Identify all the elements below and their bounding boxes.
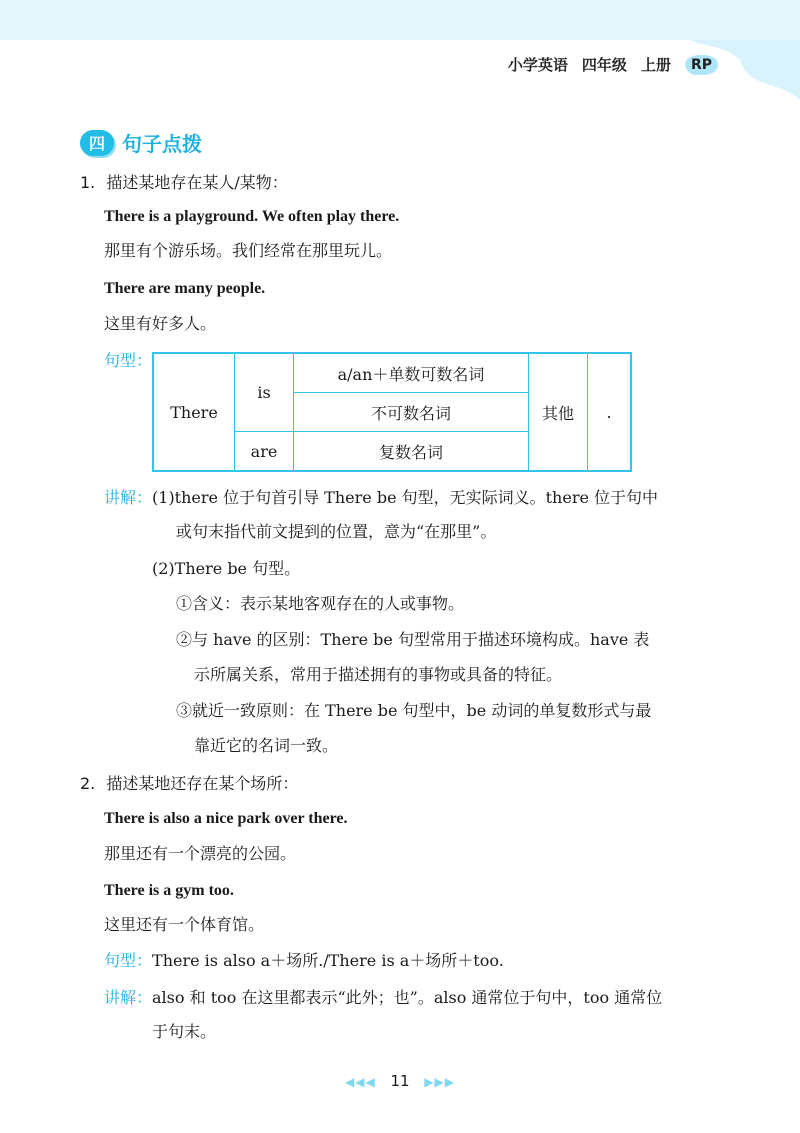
cell-there: There — [153, 353, 235, 471]
point2-example1-en: There is also a nice park over there. — [104, 810, 348, 827]
cell-other: 其他 — [529, 353, 588, 471]
right-arrows-icon: ▶▶▶ — [424, 1075, 456, 1089]
point2-example1-cn: 那里还有一个漂亮的公园。 — [104, 844, 297, 863]
cell-period: . — [588, 353, 632, 471]
cell-are: are — [235, 432, 294, 472]
page-number: 11 — [390, 1072, 410, 1090]
left-arrows-icon: ◀◀◀ — [344, 1075, 376, 1089]
point2-pattern: 句型：There is also a＋场所./There is a＋场所＋too. — [104, 951, 504, 970]
section-title: 句子点拨 — [122, 132, 202, 156]
volume-label: 上册 — [640, 56, 671, 74]
point1-explain-have-b: 示所属关系，常用于描述拥有的事物或具备的特征。 — [194, 665, 563, 684]
point1-explain-item2: (2)There be 句型。 — [152, 559, 301, 578]
point1-example2-en: There are many people. — [104, 280, 266, 297]
point1-example1-en: There is a playground. We often play there. — [104, 208, 400, 225]
section-number-badge: 四 — [80, 130, 114, 156]
section-heading — [80, 128, 202, 157]
page-header — [508, 54, 718, 75]
cell-uncountable-noun: 不可数名词 — [294, 393, 529, 432]
book-title: 小学英语 — [507, 56, 568, 74]
cell-plural-noun: 复数名词 — [294, 432, 529, 472]
point1-explain-meaning: ①含义：表示某地客观存在的人或事物。 — [176, 594, 465, 613]
point2-example2-en: There is a gym too. — [104, 882, 234, 899]
point1-explain-proximity-a: ③就近一致原则：在 There be 句型中，be 动词的单复数形式与最 — [176, 701, 652, 720]
point1-heading: 1. 描述某地存在某人/某物： — [80, 173, 288, 192]
point2-explain-line2: 于句末。 — [152, 1022, 217, 1041]
point1-explain-have-a: ②与 have 的区别：There be 句型常用于描述环境构成。have 表 — [176, 630, 650, 649]
point2-explain-line1: 讲解：also 和 too 在这里都表示“此外；也”。also 通常位于句中，too 通常位 — [104, 988, 663, 1007]
page-footer — [0, 1072, 800, 1090]
point2-example2-cn: 这里还有一个体育馆。 — [104, 915, 265, 934]
point1-example1-cn: 那里有个游乐场。我们经常在那里玩儿。 — [104, 241, 393, 260]
cell-is: is — [235, 353, 294, 432]
point1-explain-proximity-b: 靠近它的名词一致。 — [194, 736, 339, 755]
point2-heading: 2. 描述某地还存在某个场所： — [80, 774, 299, 793]
there-be-pattern-table — [152, 352, 632, 472]
edition-badge: RP — [685, 55, 718, 75]
point1-example2-cn: 这里有好多人。 — [104, 314, 217, 333]
grade-label: 四年级 — [581, 56, 627, 74]
point1-explain-line2: 或句末指代前文提到的位置，意为“在那里”。 — [176, 522, 497, 541]
point1-explain-line1: 讲解：(1)there 位于句首引导 There be 句型，无实际词义。there 位于句中 — [104, 488, 659, 507]
cell-singular-noun: a/an＋单数可数名词 — [294, 353, 529, 393]
point1-pattern-label: 句型： — [104, 351, 153, 370]
